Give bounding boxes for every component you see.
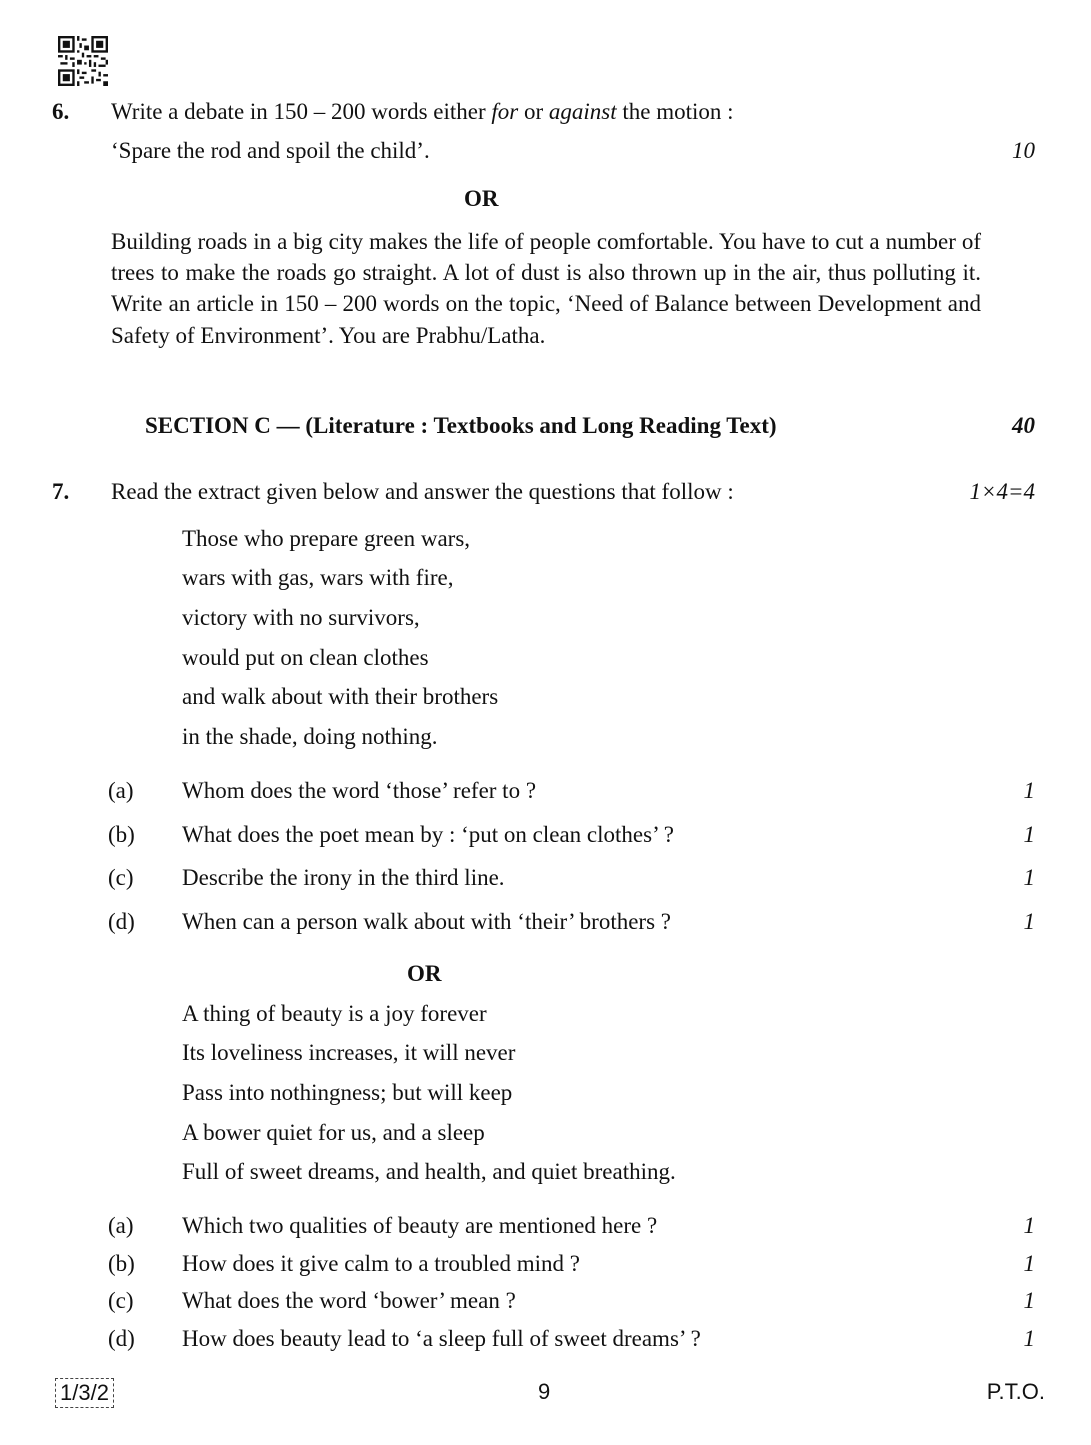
sub-question-marks: 1	[1023, 909, 1035, 934]
marks: 10	[1012, 138, 1035, 163]
sub-question-label: (b)	[108, 822, 135, 847]
poem-line: Full of sweet dreams, and health, and quiet breathing.	[182, 1159, 676, 1184]
prompt-text: Write a debate in 150 – 200 words either	[111, 99, 492, 124]
sub-question-marks: 1	[1023, 1213, 1035, 1238]
sub-question-text: What does the poet mean by : ‘put on clean clothes’ ?	[182, 822, 674, 847]
sub-question-text: Describe the irony in the third line.	[182, 865, 505, 890]
sub-question-label: (c)	[108, 1288, 134, 1313]
poem-line: in the shade, doing nothing.	[182, 724, 438, 749]
sub-question-label: (c)	[108, 865, 134, 890]
alternative-question: Building roads in a big city makes the life of people comfortable. You have to cut a number of trees to make the roads go straight. A lot of dust is also thrown up in the air, thus polluting it. Write an article in 150 – 200 words on the topic, ‘Need of Balance between Development and Safety of Environment’. You are Prabhu/Latha.	[111, 229, 981, 348]
sub-question-label: (d)	[108, 1326, 135, 1351]
question-number: 7.	[52, 479, 70, 504]
section-heading: SECTION C — (Literature : Textbooks and Long Reading Text)	[145, 413, 777, 438]
page-number: 9	[538, 1379, 551, 1404]
poem-line: Pass into nothingness; but will keep	[182, 1080, 513, 1105]
poem-line: wars with gas, wars with fire,	[182, 565, 454, 590]
sub-question-label: (d)	[108, 909, 135, 934]
sub-question-marks: 1	[1023, 1288, 1035, 1313]
poem-line: Those who prepare green wars,	[182, 526, 471, 551]
marks: 1×4=4	[969, 479, 1035, 504]
poem-line: Its loveliness increases, it will never	[182, 1040, 516, 1065]
poem-line: A thing of beauty is a joy forever	[182, 1001, 487, 1026]
poem-line: and walk about with their brothers	[182, 684, 499, 709]
question-number: 6.	[52, 99, 70, 124]
or-divider: OR	[464, 186, 499, 211]
poem-line: would put on clean clothes	[182, 645, 429, 670]
qr-code-icon	[57, 36, 109, 86]
sub-question-text: When can a person walk about with ‘their’ brothers ?	[182, 909, 671, 934]
or-divider: OR	[407, 961, 442, 986]
sub-question-marks: 1	[1023, 778, 1035, 803]
sub-question-marks: 1	[1023, 865, 1035, 890]
poem-line: victory with no survivors,	[182, 605, 420, 630]
sub-question-label: (b)	[108, 1251, 135, 1276]
pto-label: P.T.O.	[986, 1379, 1045, 1404]
prompt-text-end: the motion :	[616, 99, 734, 124]
sub-question-marks: 1	[1023, 1326, 1035, 1351]
sub-question-marks: 1	[1023, 822, 1035, 847]
sub-question-text: Which two qualities of beauty are mentioned here ?	[182, 1213, 658, 1238]
prompt-against: against	[548, 99, 617, 124]
sub-question-label: (a)	[108, 778, 134, 803]
sub-question-label: (a)	[108, 1213, 134, 1238]
section-marks: 40	[1012, 413, 1035, 438]
prompt-for: for	[491, 99, 519, 124]
sub-question-text: Whom does the word ‘those’ refer to ?	[182, 778, 537, 803]
poem-line: A bower quiet for us, and a sleep	[182, 1120, 485, 1145]
question-7-instruction: Read the extract given below and answer the questions that follow :	[111, 479, 734, 504]
paper-code: 1/3/2	[55, 1378, 114, 1408]
sub-question-text: What does the word ‘bower’ mean ?	[182, 1288, 516, 1313]
sub-question-marks: 1	[1023, 1251, 1035, 1276]
motion-text: ‘Spare the rod and spoil the child’.	[111, 138, 430, 163]
sub-question-text: How does it give calm to a troubled mind ?	[182, 1251, 580, 1276]
sub-question-text: How does beauty lead to ‘a sleep full of sweet dreams’ ?	[182, 1326, 701, 1351]
prompt-or: or	[518, 99, 549, 124]
question-6-prompt	[111, 96, 734, 127]
